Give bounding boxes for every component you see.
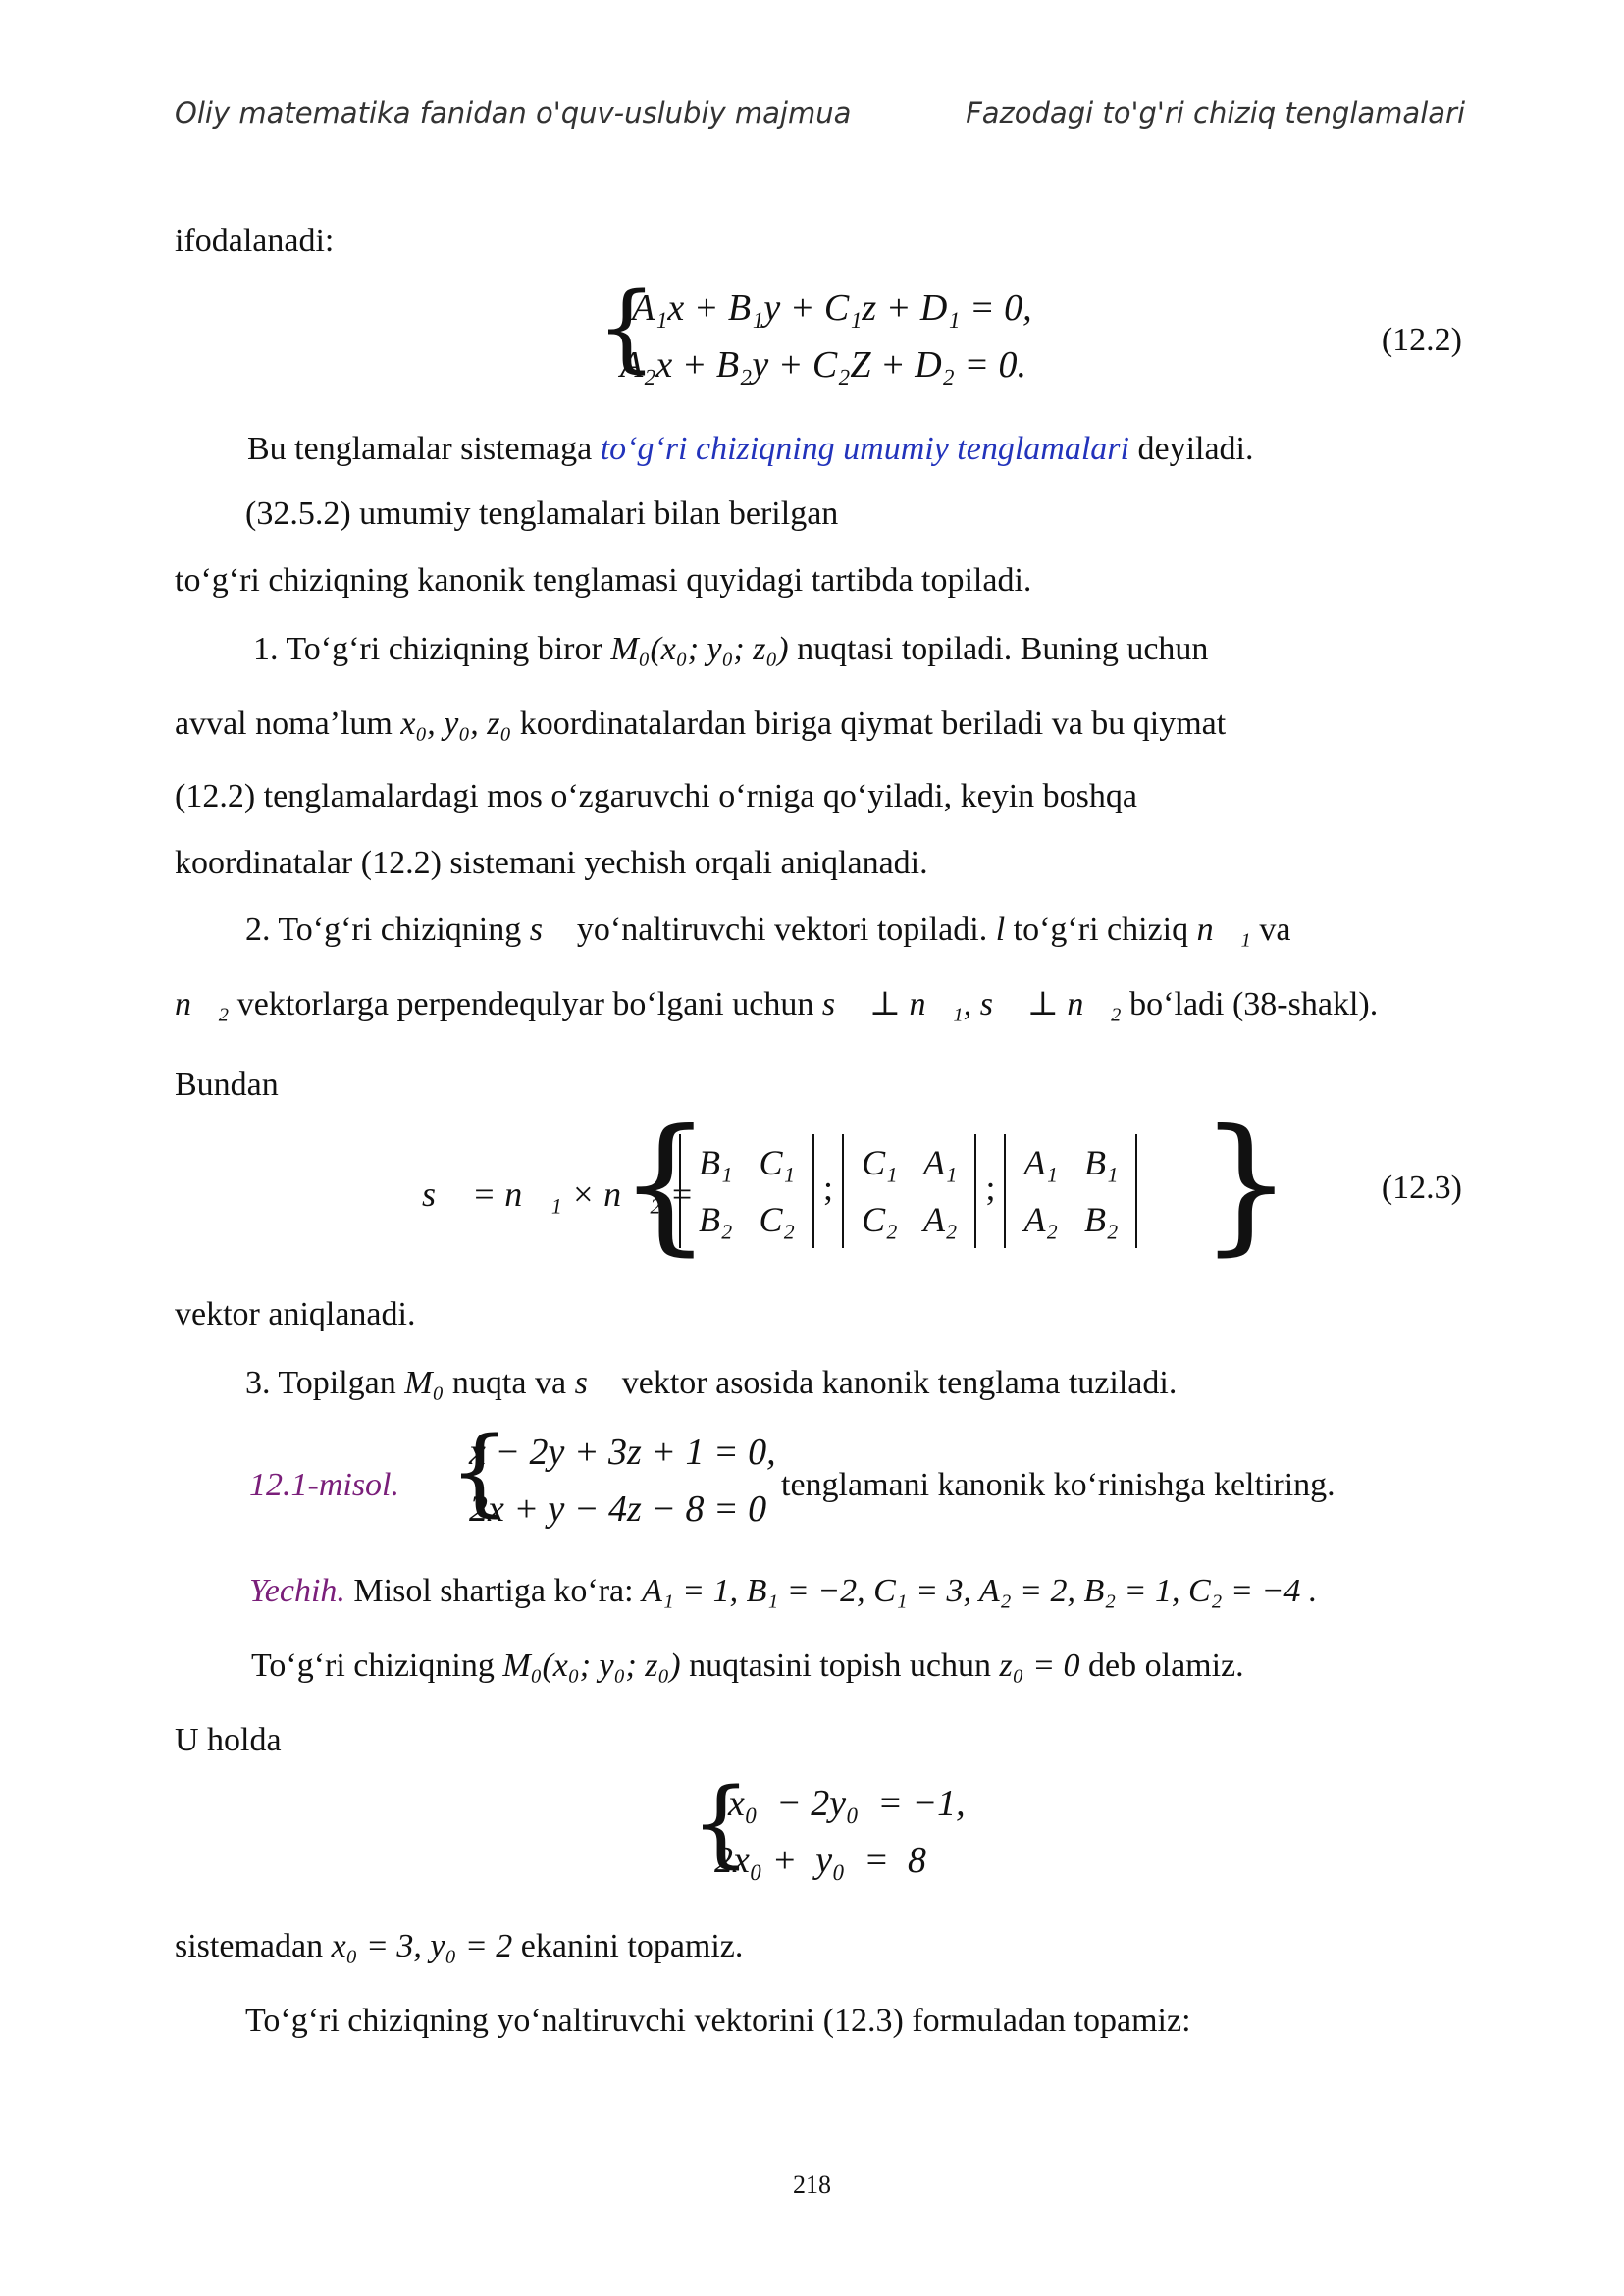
math-coords: x₀, y₀, z₀ (400, 705, 512, 742)
equation-line: 2x₀ + y₀ = 8 (714, 1840, 926, 1881)
text: Misol shartiga ko‘ra: (344, 1573, 643, 1609)
paragraph: (12.2) tenglamalardagi mos o‘zgaruvchi o‘rniga qo‘yiladi, keyin boshqa (175, 778, 1137, 814)
solution (249, 1570, 1465, 1613)
determinants (679, 1134, 1137, 1248)
paragraph (175, 1925, 1465, 1968)
paragraph (175, 703, 1465, 746)
det-row: C₁ A₁ (862, 1143, 958, 1182)
text: koordinatalardan biriga qiymat beriladi va bu qiymat (511, 705, 1227, 742)
math-vector: s⃗ (574, 1365, 614, 1401)
paragraph (251, 1644, 1465, 1688)
equation-line: A₂x + B₂y + C₂Z + D₂ = 0. (620, 344, 1026, 386)
left-brace: { (597, 273, 657, 383)
math-vector: n⃗₂ (175, 986, 230, 1022)
text: vektorlarga perpendequlyar bo‘lgani uchun (229, 986, 822, 1022)
example-text: tenglamani kanonik ko‘rinishga keltiring. (781, 1467, 1336, 1503)
math-line: l (995, 912, 1006, 948)
text: 3. Topilgan (245, 1365, 405, 1401)
text: to‘g‘ri chiziq (1005, 912, 1197, 948)
text: bo‘ladi (38-shakl). (1121, 986, 1379, 1022)
right-brace: } (1199, 1099, 1293, 1270)
paragraph: vektor aniqlanadi. (175, 1296, 416, 1332)
paragraph (175, 983, 1465, 1026)
math-point: M₀(x₀; y₀; z₀) (502, 1647, 681, 1684)
math-result: x₀ = 3, y₀ = 2 (331, 1928, 513, 1964)
text: deb olamiz. (1079, 1647, 1244, 1684)
text: yo‘naltiruvchi vektori topiladi. (568, 912, 996, 948)
text: To‘g‘ri chiziqning (251, 1647, 503, 1684)
text: deyiladi. (1128, 431, 1254, 467)
paragraph (247, 428, 1465, 471)
det-row: A₂ B₂ (1023, 1200, 1119, 1239)
equation-line: x − 2y + 3z + 1 = 0, (469, 1432, 776, 1473)
det-row: C₂ A₂ (862, 1200, 958, 1239)
math-vector: s⃗ (529, 912, 569, 948)
paragraph: Bundan (175, 1067, 279, 1103)
paragraph: To‘g‘ri chiziqning yo‘naltiruvchi vektorini (12.3) formuladan topamiz: (245, 2003, 1191, 2039)
page-number: 218 (793, 2170, 831, 2199)
left-brace: { (618, 1099, 712, 1270)
example-label: 12.1-misol. (249, 1467, 399, 1503)
separator: ; (823, 1168, 834, 1208)
text: avval noma’lum (175, 705, 401, 742)
step-1 (253, 628, 1465, 671)
det-row: A₁ B₁ (1023, 1143, 1119, 1182)
equation-number: (12.3) (1381, 1170, 1462, 1206)
step-2 (245, 909, 1465, 952)
header-right: Fazodagi to'g'ri chiziq tenglamalari (966, 96, 1465, 130)
equation-line: 2x + y − 4z − 8 = 0 (469, 1488, 767, 1530)
paragraph: koordinatalar (12.2) sistemani yechish orqali aniqlanadi. (175, 845, 928, 881)
paragraph: U holda (175, 1722, 282, 1758)
math-coefficients: A₁ = 1, B₁ = −2, C₁ = 3, A₂ = 2, B₂ = 1, C₂ = −4 . (642, 1573, 1318, 1609)
separator: ; (985, 1168, 996, 1208)
paragraph: to‘g‘ri chiziqning kanonik tenglamasi quyidagi tartibda topiladi. (175, 562, 1032, 599)
math-vector: n⃗₁ (1196, 912, 1251, 948)
paragraph: ifodalanadi: (175, 223, 335, 259)
equation-line: x₀ − 2y₀ = −1, (728, 1783, 966, 1824)
text: sistemadan (175, 1928, 332, 1964)
text: nuqtasi topiladi. Buning uchun (788, 631, 1209, 667)
text: nuqtasini topish uchun (680, 1647, 1000, 1684)
text: va (1250, 912, 1291, 948)
left-brace: { (449, 1417, 510, 1527)
paragraph: (32.5.2) umumiy tenglamalari bilan berilgan (245, 496, 839, 532)
det-row: B₁ C₁ (699, 1143, 796, 1182)
equation-lhs: s⃗ = n⃗₁ × n⃗₂ = (422, 1174, 694, 1214)
text: ekanini topamiz. (512, 1928, 744, 1964)
left-brace: { (691, 1768, 752, 1878)
text: 1. To‘g‘ri chiziqning biror (253, 631, 611, 667)
text: 2. To‘g‘ri chiziqning (245, 912, 530, 948)
determinant-3 (1004, 1134, 1137, 1248)
highlighted-term: to‘g‘ri chiziqning umumiy tenglamalari (600, 431, 1129, 467)
text: vektor asosida kanonik tenglama tuziladi. (613, 1365, 1178, 1401)
math-point: M₀(x₀; y₀; z₀) (610, 631, 789, 667)
det-row: B₂ C₂ (699, 1200, 796, 1239)
determinant-1 (679, 1134, 814, 1248)
header-left: Oliy matematika fanidan o'quv-uslubiy majmua (175, 96, 852, 130)
determinant-2 (842, 1134, 976, 1248)
step-3 (245, 1362, 1465, 1405)
math-value: z₀ = 0 (999, 1647, 1080, 1684)
math-point: M₀ (404, 1365, 445, 1401)
equation-line: A₁x + B₁y + C₁z + D₁ = 0, (632, 287, 1032, 329)
math-perpendicular: s⃗ ⊥ n⃗₁, s⃗ ⊥ n⃗₂ (821, 986, 1122, 1022)
text: Bu tenglamalar sistemaga (247, 431, 601, 467)
equation-number: (12.2) (1381, 322, 1462, 358)
solution-label: Yechih. (249, 1573, 345, 1609)
text: nuqta va (444, 1365, 575, 1401)
